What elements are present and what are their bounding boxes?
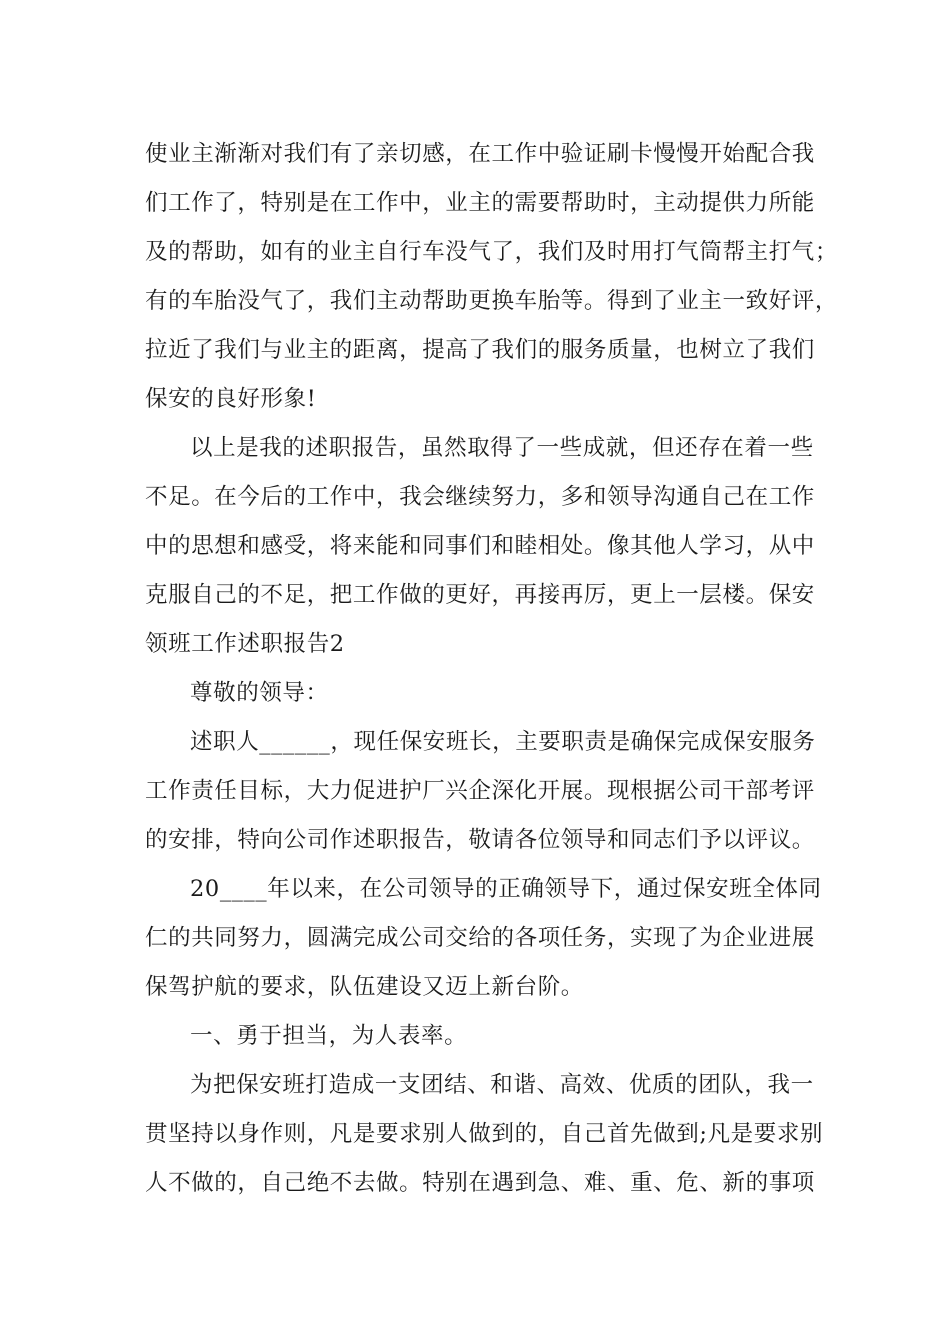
text-line: 及的帮助，如有的业主自行车没气了，我们及时用打气筒帮主打气；	[145, 239, 839, 265]
paragraph-start-line: 以上是我的述职报告，虽然取得了一些成就，但还存在着一些	[190, 435, 814, 461]
section-heading: 一、勇于担当，为人表率。	[190, 1023, 468, 1049]
text-line: 们工作了，特别是在工作中，业主的需要帮助时，主动提供力所能	[145, 190, 815, 216]
paragraph-start-line: 20____年以来，在公司领导的正确领导下，通过保安班全体同	[190, 876, 822, 902]
paragraph-start-line: 为把保安班打造成一支团结、和谐、高效、优质的团队，我一	[190, 1072, 814, 1098]
document-body	[145, 130, 839, 1208]
text-line: 人不做的，自己绝不去做。特别在遇到急、难、重、危、新的事项	[145, 1170, 815, 1196]
text-line: 拉近了我们与业主的距离，提高了我们的服务质量，也树立了我们	[145, 337, 815, 363]
text-line: 有的车胎没气了，我们主动帮助更换车胎等。得到了业主一致好评，	[145, 288, 839, 314]
text-line: 保驾护航的要求，队伍建设又迈上新台阶。	[145, 974, 584, 1000]
text-line: 使业主渐渐对我们有了亲切感，在工作中验证刷卡慢慢开始配合我	[145, 141, 815, 167]
text-line: 克服自己的不足，把工作做的更好，再接再厉，更上一层楼。保安	[145, 582, 815, 608]
salutation: 尊敬的领导：	[190, 680, 329, 706]
text-line: 仁的共同努力，圆满完成公司交给的各项任务，实现了为企业进展	[145, 925, 815, 951]
text-line: 工作责任目标，大力促进护厂兴企深化开展。现根据公司干部考评	[145, 778, 815, 804]
text-line: 不足。在今后的工作中，我会继续努力，多和领导沟通自己在工作	[145, 484, 815, 510]
text-line: 中的思想和感受，将来能和同事们和睦相处。像其他人学习，从中	[145, 533, 815, 559]
text-line: 的安排，特向公司作述职报告，敬请各位领导和同志们予以评议。	[145, 827, 815, 853]
text-line: 保安的良好形象!	[145, 386, 317, 412]
text-line: 贯坚持以身作则，凡是要求别人做到的，自己首先做到;凡是要求别	[145, 1121, 824, 1147]
paragraph-start-line: 述职人______，现任保安班长，主要职责是确保完成保安服务	[190, 729, 816, 755]
text-line: 领班工作述职报告2	[145, 631, 345, 657]
